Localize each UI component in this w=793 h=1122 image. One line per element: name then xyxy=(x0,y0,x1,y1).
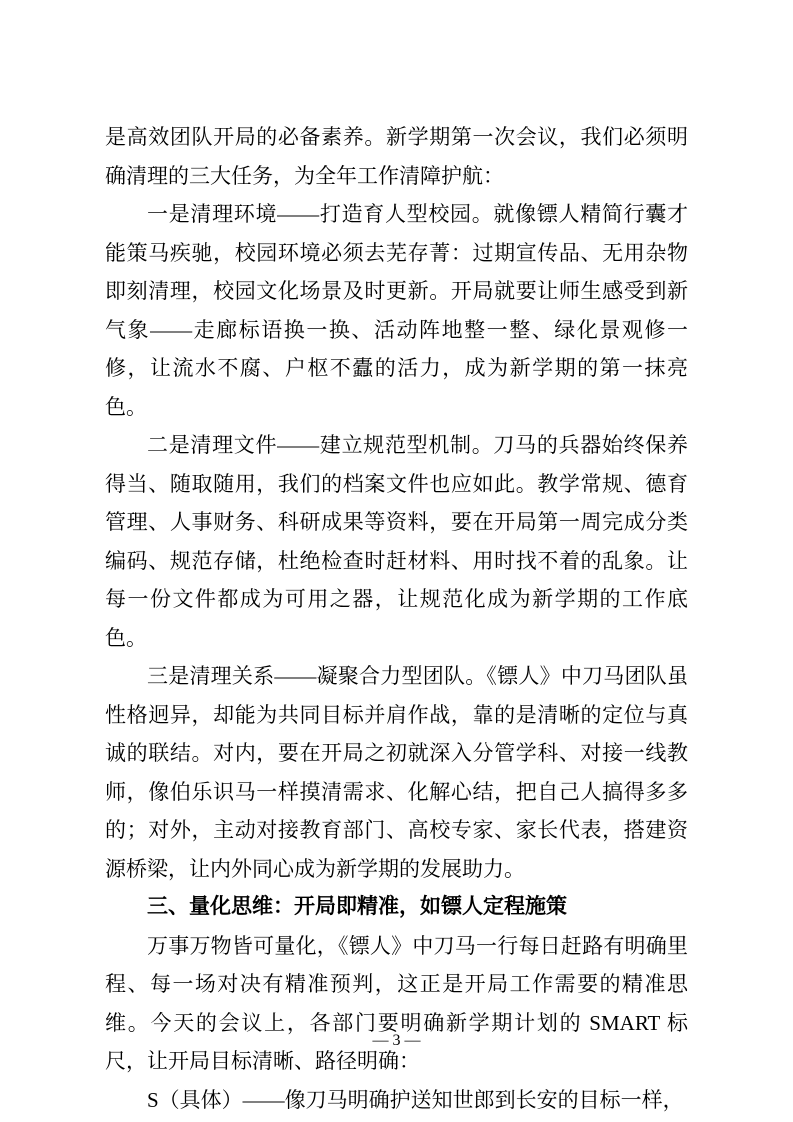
paragraph-quantify: 万事万物皆可量化，《镖人》中刀马一行每日赶路有明确里程、每一场对决有精准预判，这正是开局工作需要的精准思维。今天的会议上，各部门要明确新学期计划的 SMART 标尺，让开局目标清晰、路径明确： xyxy=(105,933,688,1073)
section-heading: 三、量化思维：开局即精准，如镖人定程施策 xyxy=(147,895,567,918)
paragraph-smart-s: S（具体）——像刀马明确护送知世郎到长安的目标一样， xyxy=(147,1087,684,1112)
paragraph-continuation: 是高效团队开局的必备素养。新学期第一次会议，我们必须明确清理的三大任务，为全年工作清障护航： xyxy=(105,125,688,188)
document-body xyxy=(105,118,688,1119)
paragraph-point-3: 三是清理关系——凝聚合力型团队。《镖人》中刀马团队虽性格迥异，却能为共同目标并肩作战，靠的是清晰的定位与真诚的联结。对内，要在开局之初就深入分管学科、对接一线教师，像伯乐识马一样摸清需求、化解心结，把自己人搞得多多的；对外，主动对接教育部门、高校专家、家长代表，搭建资源桥梁，让内外同心成为新学期的发展助力。 xyxy=(105,664,688,881)
paragraph-point-1: 一是清理环境——打造育人型校园。就像镖人精简行囊才能策马疾驰，校园环境必须去芜存菁：过期宣传品、无用杂物即刻清理，校园文化场景及时更新。开局就要让师生感受到新气象——走廊标语换一换、活动阵地整一整、绿化景观修一修，让流水不腐、户枢不蠹的活力，成为新学期的第一抹亮色。 xyxy=(105,202,688,419)
paragraph-point-2: 二是清理文件——建立规范型机制。刀马的兵器始终保养得当、随取随用，我们的档案文件也应如此。教学常规、德育管理、人事财务、科研成果等资料，要在开局第一周完成分类编码、规范存储，杜绝检查时赶材料、用时找不着的乱象。让每一份文件都成为可用之器，让规范化成为新学期的工作底色。 xyxy=(105,433,688,650)
page-number: — 3 — xyxy=(372,1032,421,1049)
